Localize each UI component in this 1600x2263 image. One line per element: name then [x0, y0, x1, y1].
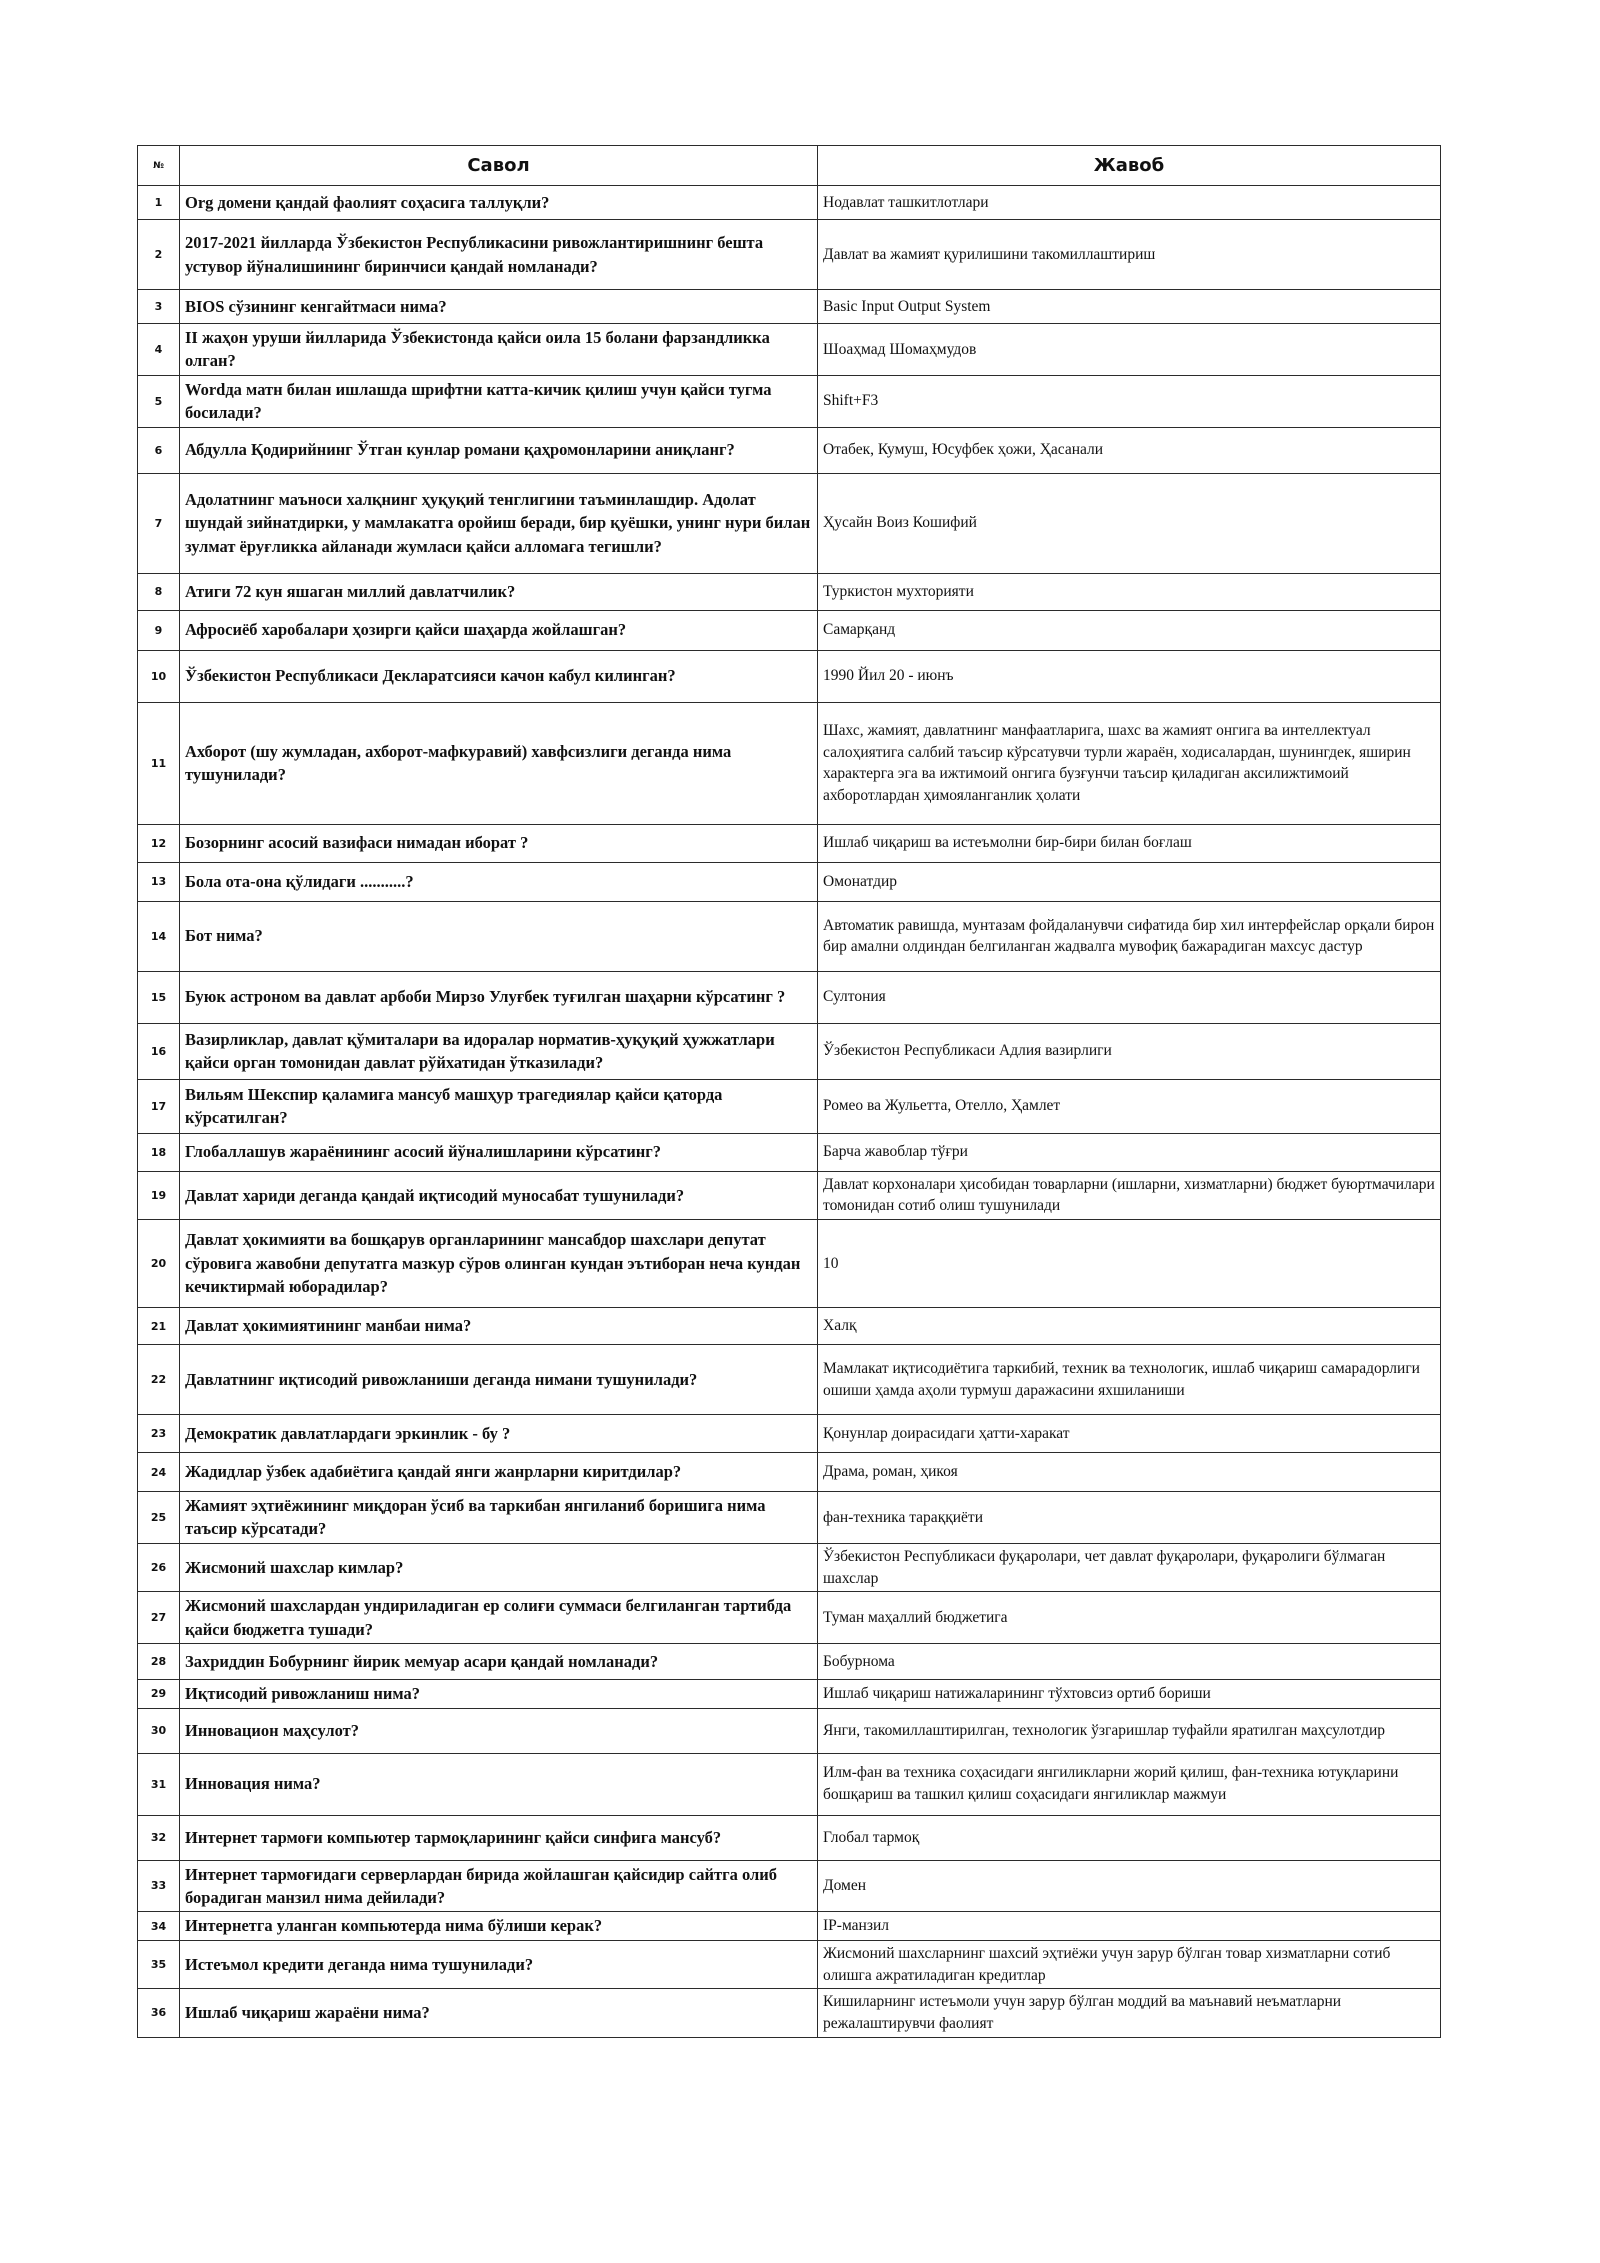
answer-cell: Ўзбекистон Республикаси фуқаролари, чет давлат фуқаролари, фуқаролиги бўлмаган шахслар — [818, 1543, 1441, 1591]
question-cell: Инновация нима? — [180, 1753, 818, 1815]
row-number: 10 — [138, 650, 180, 702]
question-cell: Бозорнинг асосий вазифаси нимадан иборат ? — [180, 824, 818, 862]
table-row — [138, 1220, 1441, 1308]
row-number: 27 — [138, 1592, 180, 1644]
table-row — [138, 1989, 1441, 2037]
table-row — [138, 862, 1441, 901]
question-cell: Давлатнинг иқтисодий ривожланиши деганда нимани тушунилади? — [180, 1345, 818, 1415]
question-cell: Ўзбекистон Республикаси Декларатсияси качон кабул килинган? — [180, 650, 818, 702]
answer-cell: Бобурнома — [818, 1644, 1441, 1680]
answer-cell: Туркистон мухторияти — [818, 573, 1441, 610]
answer-cell: Ишлаб чиқариш натижаларининг тўхтовсиз ортиб бориши — [818, 1680, 1441, 1708]
row-number: 26 — [138, 1543, 180, 1591]
answer-cell: Шоаҳмад Шомаҳмудов — [818, 324, 1441, 376]
row-number: 31 — [138, 1753, 180, 1815]
table-row — [138, 1133, 1441, 1171]
row-number: 19 — [138, 1171, 180, 1219]
question-cell: Жадидлар ўзбек адабиётига қандай янги жанрларни киритдилар? — [180, 1453, 818, 1492]
answer-cell: Ишлаб чиқариш ва истеъмолни бир-бири билан боғлаш — [818, 824, 1441, 862]
question-cell: Вазирликлар, давлат қўмиталари ва идоралар норматив-ҳуқуқий ҳужжатлари қайси орган томонидан давлат рўйхатидан ўтказилади? — [180, 1023, 818, 1079]
answer-cell: Драма, роман, ҳикоя — [818, 1453, 1441, 1492]
row-number: 34 — [138, 1912, 180, 1940]
answer-cell: Ромео ва Жульетта, Отелло, Ҳамлет — [818, 1079, 1441, 1133]
answer-cell: Давлат ва жамият қурилишини такомиллаштириш — [818, 220, 1441, 290]
table-row — [138, 427, 1441, 473]
row-number: 30 — [138, 1708, 180, 1753]
question-cell: Бола ота-она қўлидаги ...........? — [180, 862, 818, 901]
qa-table — [137, 145, 1441, 2038]
question-cell: Жамият эҳтиёжининг миқдоран ўсиб ва таркибан янгиланиб боришига нима таъсир кўрсатади? — [180, 1492, 818, 1544]
question-cell: 2017-2021 йилларда Ўзбекистон Республикасини ривожлантиришнинг бешта устувор йўналишининг биринчиси қандай номланади? — [180, 220, 818, 290]
question-cell: Адолатнинг маъноси халқнинг ҳуқуқий тенглигини таъминлашдир. Адолат шундай зийнатдирки, у мамлакатга оройиш беради, бир қуёшки, унинг нури билан зулмат ёруғликка айланади жумласи қайси алломага тегишли? — [180, 473, 818, 573]
answer-cell: Илм-фан ва техника соҳасидаги янгиликларни жорий қилиш, фан-техника ютуқларини бошқариш ва ташкил қилиш соҳасидаги янгиликлар мажмуи — [818, 1753, 1441, 1815]
row-number: 36 — [138, 1989, 180, 2037]
table-row — [138, 1708, 1441, 1753]
row-number: 3 — [138, 290, 180, 324]
table-row — [138, 971, 1441, 1023]
row-number: 22 — [138, 1345, 180, 1415]
answer-cell: Ўзбекистон Республикаси Адлия вазирлиги — [818, 1023, 1441, 1079]
question-cell: Жисмоний шахслар кимлар? — [180, 1543, 818, 1591]
table-row — [138, 290, 1441, 324]
row-number: 18 — [138, 1133, 180, 1171]
table-row — [138, 610, 1441, 650]
row-number: 5 — [138, 375, 180, 427]
table-row — [138, 1079, 1441, 1133]
table-row — [138, 324, 1441, 376]
table-row — [138, 1308, 1441, 1345]
question-cell: Давлат ҳокимияти ва бошқарув органларининг мансабдор шахслари депутат сўровига жавобни депутатга мазкур сўров олинган кундан эътиборан неча кундан кечиктирмай юборадилар? — [180, 1220, 818, 1308]
answer-cell: 1990 Йил 20 - июнъ — [818, 650, 1441, 702]
answer-cell: Мамлакат иқтисодиётига таркибий, техник ва технологик, ишлаб чиқариш самарадорлиги ошиши ҳамда аҳоли турмуш даражасини яхшиланиши — [818, 1345, 1441, 1415]
answer-cell: Халқ — [818, 1308, 1441, 1345]
question-cell: Интернет тармоғидаги серверлардан бирида жойлашган қайсидир сайтга олиб борадиган манзил нима дейилади? — [180, 1860, 818, 1912]
question-cell: Org домени қандай фаолият соҳасига таллуқли? — [180, 186, 818, 220]
row-number: 28 — [138, 1644, 180, 1680]
row-number: 4 — [138, 324, 180, 376]
table-row — [138, 1543, 1441, 1591]
answer-cell: Самарқанд — [818, 610, 1441, 650]
row-number: 23 — [138, 1415, 180, 1453]
answer-cell: Shift+F3 — [818, 375, 1441, 427]
answer-cell: Омонатдир — [818, 862, 1441, 901]
question-cell: Инновацион маҳсулот? — [180, 1708, 818, 1753]
row-number: 15 — [138, 971, 180, 1023]
answer-cell: фан-техника тараққиёти — [818, 1492, 1441, 1544]
question-cell: II жаҳон уруши йилларида Ўзбекистонда қайси оила 15 болани фарзандликка олган? — [180, 324, 818, 376]
answer-cell: Шахс, жамият, давлатнинг манфаатларига, шахс ва жамият онгига ва интеллектуал салоҳиятига салбий таъсир кўрсатувчи турли жараён, ходисалардан, шунингдек, яширин характерга эга ва ижтимоий онгига бузғунчи таъсир қиладиган аксилижтимоий ахборотлардан ҳимояланганлик ҳолати — [818, 702, 1441, 824]
row-number: 8 — [138, 573, 180, 610]
question-cell: Захриддин Бобурнинг йирик мемуар асари қандай номланади? — [180, 1644, 818, 1680]
question-cell: Интернет тармоғи компьютер тармоқларининг қайси синфига мансуб? — [180, 1815, 818, 1860]
row-number: 32 — [138, 1815, 180, 1860]
table-row — [138, 901, 1441, 971]
table-row — [138, 186, 1441, 220]
row-number: 35 — [138, 1940, 180, 1988]
row-number: 33 — [138, 1860, 180, 1912]
row-number: 14 — [138, 901, 180, 971]
answer-cell: IP-манзил — [818, 1912, 1441, 1940]
question-cell: Давлат ҳокимиятининг манбаи нима? — [180, 1308, 818, 1345]
question-cell: Давлат хариди деганда қандай иқтисодий муносабат тушунилади? — [180, 1171, 818, 1219]
question-cell: Буюк астроном ва давлат арбоби Мирзо Улуғбек туғилган шаҳарни кўрсатинг ? — [180, 971, 818, 1023]
table-row — [138, 1644, 1441, 1680]
question-cell: Бот нима? — [180, 901, 818, 971]
answer-cell: Домен — [818, 1860, 1441, 1912]
row-number: 21 — [138, 1308, 180, 1345]
table-row — [138, 1592, 1441, 1644]
table-row — [138, 1912, 1441, 1940]
answer-cell: Султония — [818, 971, 1441, 1023]
table-row — [138, 1415, 1441, 1453]
question-cell: Иқтисодий ривожланиш нима? — [180, 1680, 818, 1708]
table-row — [138, 824, 1441, 862]
row-number: 24 — [138, 1453, 180, 1492]
answer-cell: Туман маҳаллий бюджетига — [818, 1592, 1441, 1644]
table-row — [138, 650, 1441, 702]
answer-cell: Жисмоний шахсларнинг шахсий эҳтиёжи учун зарур бўлган товар хизматларни сотиб олишга ажратиладиган кредитлар — [818, 1940, 1441, 1988]
row-number: 13 — [138, 862, 180, 901]
header-row — [138, 146, 1441, 186]
answer-cell: Ҳусайн Воиз Кошифий — [818, 473, 1441, 573]
table-row — [138, 573, 1441, 610]
table-row — [138, 1345, 1441, 1415]
question-cell: Афросиёб харобалари ҳозирги қайси шаҳарда жойлашган? — [180, 610, 818, 650]
row-number: 9 — [138, 610, 180, 650]
table-row — [138, 375, 1441, 427]
row-number: 29 — [138, 1680, 180, 1708]
row-number: 20 — [138, 1220, 180, 1308]
question-cell: Абдулла Қодирийнинг Ўтган кунлар романи қаҳромонларини аниқланг? — [180, 427, 818, 473]
answer-cell: Кишиларнинг истеъмоли учун зарур бўлган моддий ва маънавий неъматларни режалаштирувчи фаолият — [818, 1989, 1441, 2037]
table-row — [138, 1023, 1441, 1079]
table-row — [138, 1940, 1441, 1988]
question-cell: Истеъмол кредити деганда нима тушунилади? — [180, 1940, 818, 1988]
question-cell: Жисмоний шахслардан ундириладиган ер солиғи суммаси белгиланган тартибда қайси бюджетга тушади? — [180, 1592, 818, 1644]
answer-cell: Глобал тармоқ — [818, 1815, 1441, 1860]
row-number: 2 — [138, 220, 180, 290]
question-cell: Ишлаб чиқариш жараёни нима? — [180, 1989, 818, 2037]
table-row — [138, 1171, 1441, 1219]
question-cell: BIOS сўзининг кенгайтмаси нима? — [180, 290, 818, 324]
question-cell: Интернетга уланган компьютерда нима бўлиши керак? — [180, 1912, 818, 1940]
table-row — [138, 220, 1441, 290]
number-column-header: № — [138, 146, 180, 186]
row-number: 1 — [138, 186, 180, 220]
table-row — [138, 1860, 1441, 1912]
row-number: 11 — [138, 702, 180, 824]
answer-cell: 10 — [818, 1220, 1441, 1308]
question-cell: Демократик давлатлардаги эркинлик - бу ? — [180, 1415, 818, 1453]
row-number: 7 — [138, 473, 180, 573]
row-number: 16 — [138, 1023, 180, 1079]
question-cell: Вильям Шекспир қаламига мансуб машҳур трагедиялар қайси қаторда кўрсатилган? — [180, 1079, 818, 1133]
row-number: 25 — [138, 1492, 180, 1544]
table-row — [138, 702, 1441, 824]
question-cell: Атиги 72 кун яшаган миллий давлатчилик? — [180, 573, 818, 610]
answer-cell: Янги, такомиллаштирилган, технологик ўзгаришлар туфайли яратилган маҳсулотдир — [818, 1708, 1441, 1753]
answer-column-header: Жавоб — [818, 146, 1441, 186]
answer-cell: Отабек, Кумуш, Юсуфбек ҳожи, Ҳасанали — [818, 427, 1441, 473]
table-row — [138, 473, 1441, 573]
table-row — [138, 1753, 1441, 1815]
row-number: 6 — [138, 427, 180, 473]
answer-cell: Basic Input Output System — [818, 290, 1441, 324]
question-column-header: Савол — [180, 146, 818, 186]
row-number: 17 — [138, 1079, 180, 1133]
table-row — [138, 1815, 1441, 1860]
answer-cell: Қонунлар доирасидаги ҳатти-харакат — [818, 1415, 1441, 1453]
row-number: 12 — [138, 824, 180, 862]
question-cell: Глобаллашув жараёнининг асосий йўналишларини кўрсатинг? — [180, 1133, 818, 1171]
table-row — [138, 1492, 1441, 1544]
table-row — [138, 1453, 1441, 1492]
answer-cell: Автоматик равишда, мунтазам фойдаланувчи сифатида бир хил интерфейслар орқали бирон бир амални олдиндан белгиланган жадвалга мувофиқ бажарадиган махсус дастур — [818, 901, 1441, 971]
table-row — [138, 1680, 1441, 1708]
answer-cell: Барча жавоблар тўғри — [818, 1133, 1441, 1171]
question-cell: Ахборот (шу жумладан, ахборот-мафкуравий) хавфсизлиги деганда нима тушунилади? — [180, 702, 818, 824]
question-cell: Wordда матн билан ишлашда шрифтни катта-кичик қилиш учун қайси тугма босилади? — [180, 375, 818, 427]
answer-cell: Нодавлат ташкитлотлари — [818, 186, 1441, 220]
answer-cell: Давлат корхоналари ҳисобидан товарларни (ишларни, хизматларни) бюджет буюртмачилари томонидан сотиб олиш тушунилади — [818, 1171, 1441, 1219]
